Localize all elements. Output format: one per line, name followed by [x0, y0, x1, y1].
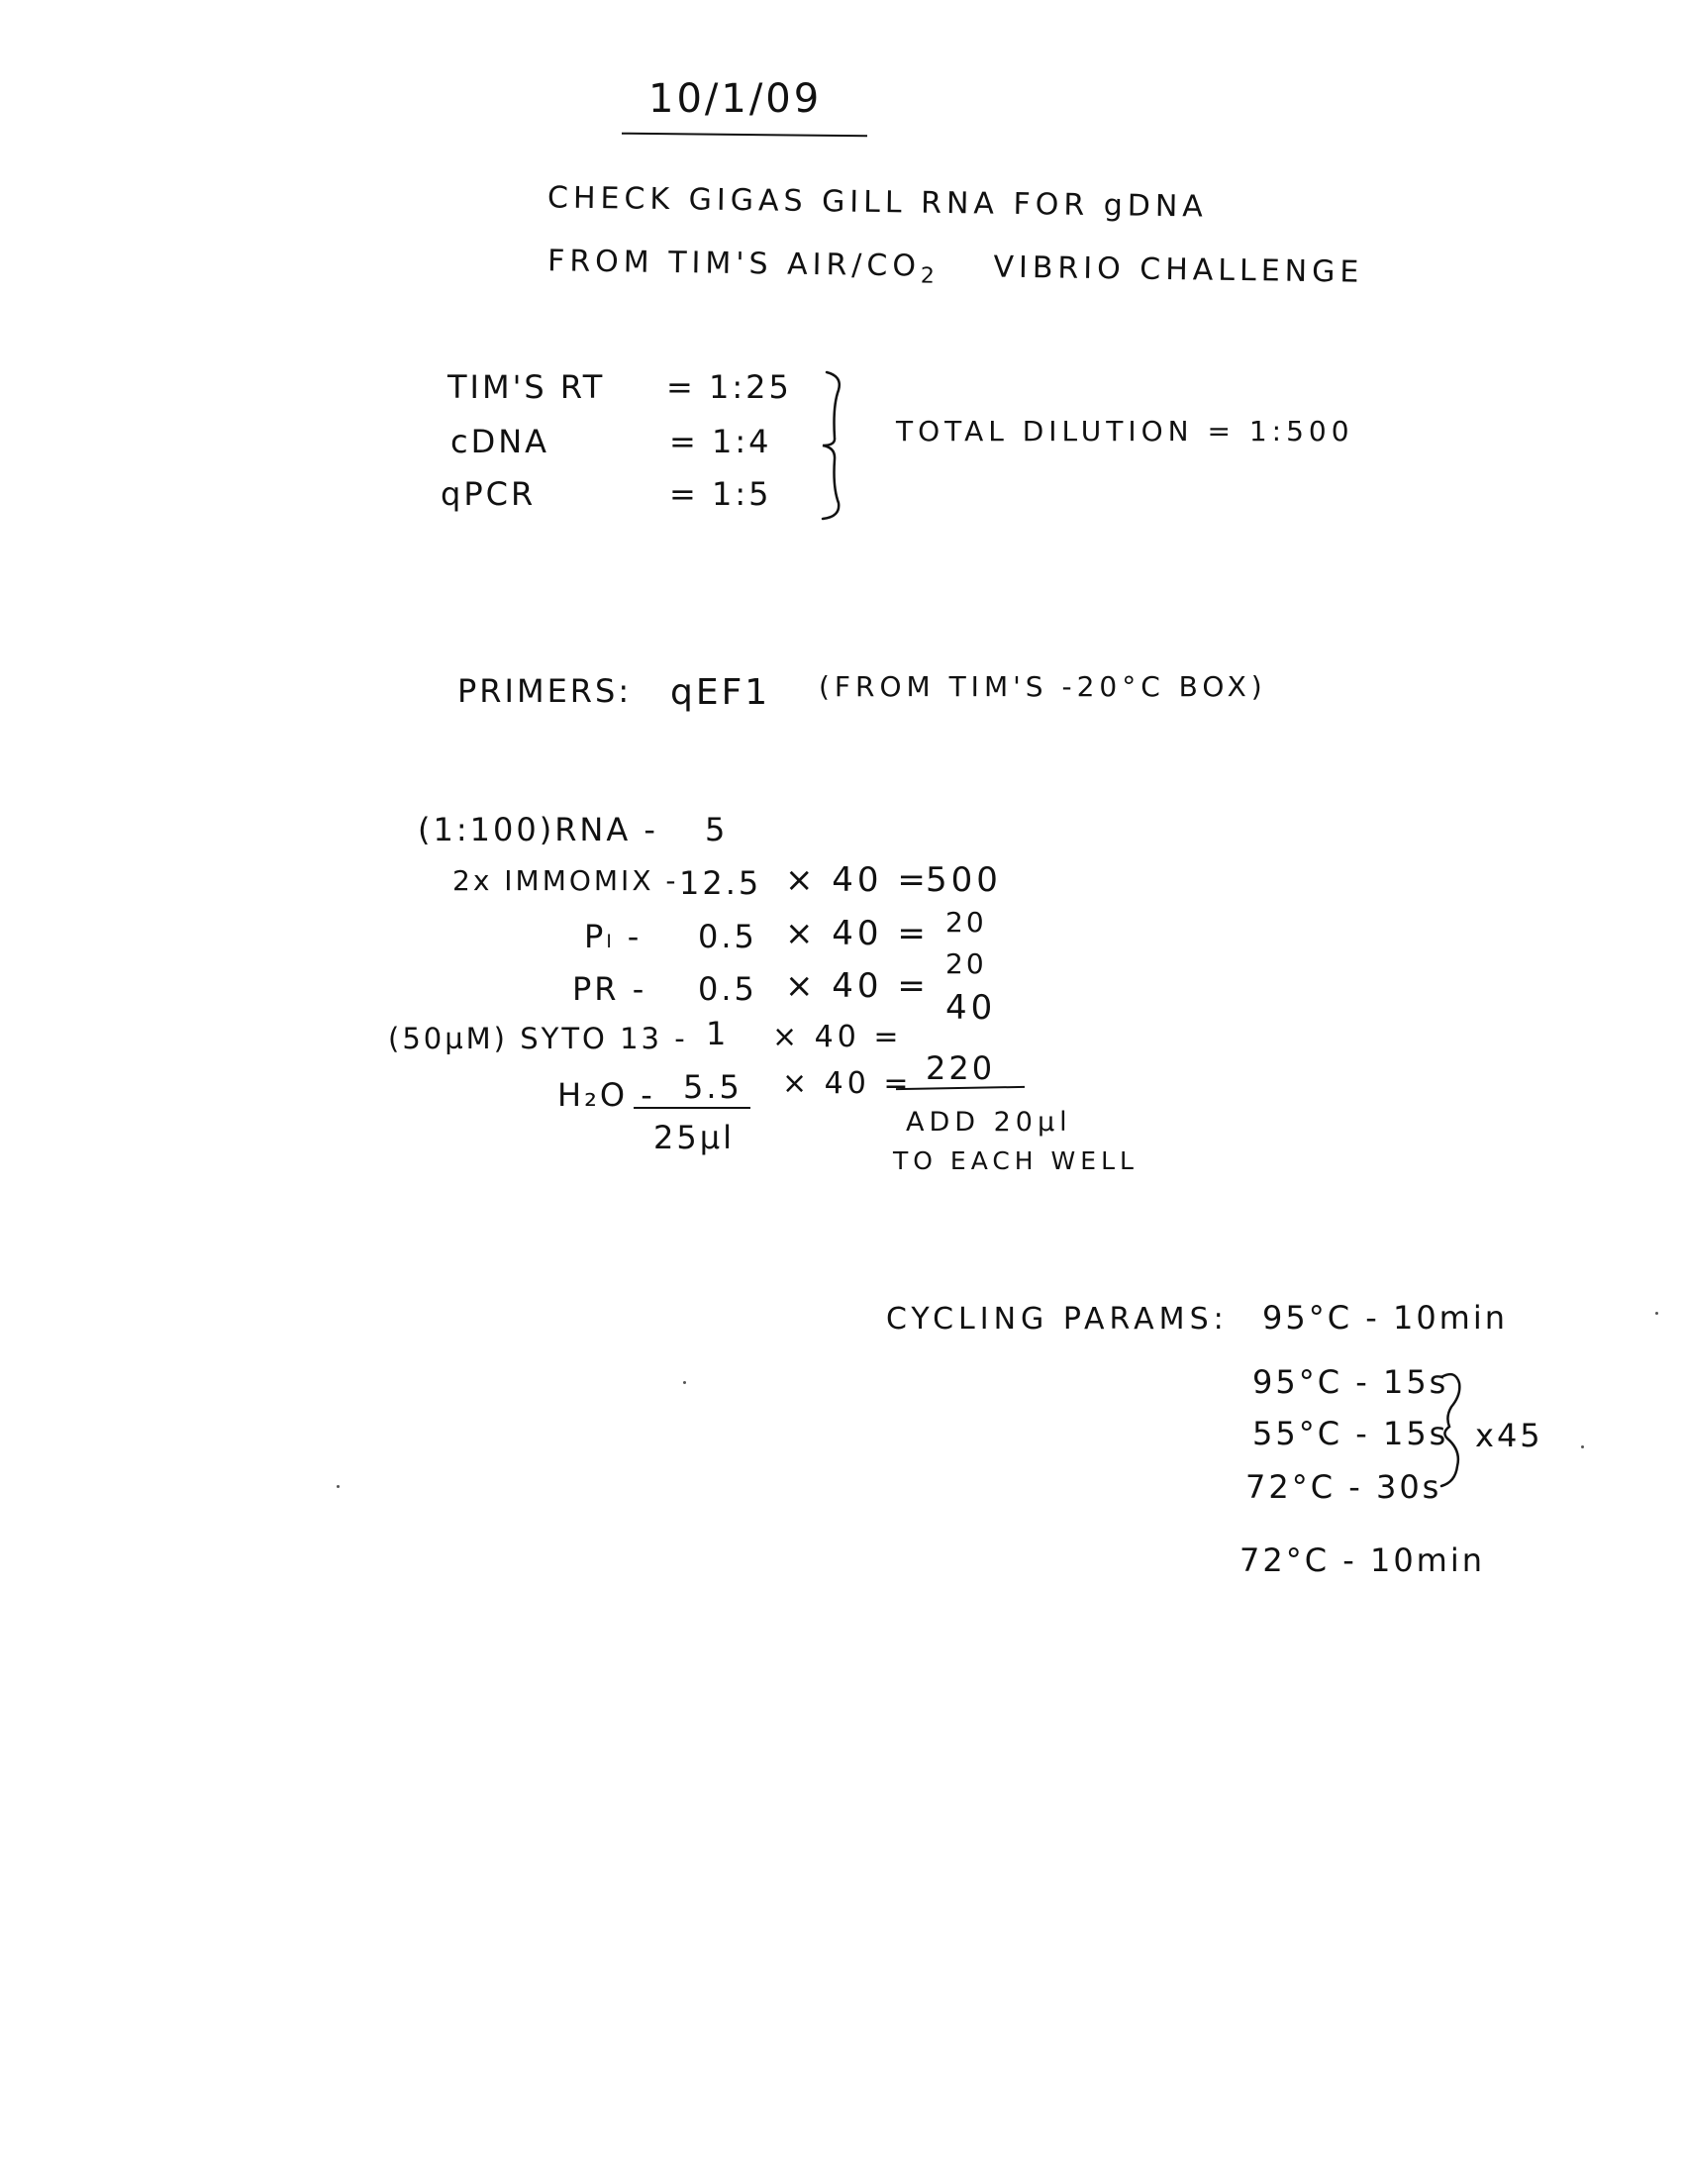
- dilution-value-3: = 1:5: [669, 475, 772, 513]
- cycling-repeat: x45: [1475, 1417, 1543, 1454]
- recipe-amount-4: 0.5: [698, 970, 757, 1008]
- header-line-2: [546, 244, 1364, 294]
- header-line-1: CHECK GIGAS GILL RNA FOR gDNA: [546, 180, 1209, 225]
- recipe-total-2: 500: [926, 860, 1002, 900]
- dilution-brace: [817, 368, 856, 522]
- scan-speck: [1655, 1312, 1658, 1315]
- dilution-label-2: cDNA: [450, 423, 550, 460]
- primers-label: PRIMERS:: [457, 672, 633, 710]
- header-line-2-sub: 2: [920, 263, 940, 289]
- cycling-step-1: 95°C - 10min: [1262, 1299, 1509, 1337]
- dilution-value-1: = 1:25: [666, 368, 792, 406]
- scan-speck: [1581, 1445, 1584, 1448]
- recipe-total-5: 40: [945, 988, 997, 1028]
- recipe-mult-5: × 40 =: [772, 1020, 903, 1054]
- total-dilution: TOTAL DILUTION = 1:500: [896, 415, 1354, 447]
- recipe-amount-2: 12.5: [679, 864, 762, 902]
- recipe-amount-6: 5.5: [683, 1068, 743, 1106]
- add-volume-line-2: TO EACH WELL: [893, 1146, 1139, 1175]
- recipe-reagent-5: (50µM) SYTO 13 -: [388, 1022, 688, 1055]
- cycling-step-3: 55°C - 15s: [1252, 1415, 1449, 1452]
- recipe-reagent-1: (1:100)RNA -: [418, 811, 658, 848]
- header-line-2-suffix: VIBRIO CHALLENGE: [993, 249, 1364, 290]
- recipe-amount-5: 1: [706, 1015, 730, 1052]
- scan-speck: [337, 1485, 340, 1488]
- recipe-reagent-4: PR -: [572, 970, 647, 1008]
- page-date: 10/1/09: [648, 76, 823, 122]
- header-line-2-prefix: FROM TIM'S AIR/CO: [546, 244, 922, 284]
- cycling-step-4: 72°C - 30s: [1245, 1468, 1442, 1506]
- recipe-mult-4: × 40 =: [785, 966, 930, 1006]
- batch-underline: [896, 1086, 1025, 1090]
- cycling-brace: [1437, 1369, 1477, 1498]
- recipe-mult-2: × 40 =: [785, 860, 930, 900]
- dilution-label-1: TIM'S RT: [447, 368, 606, 406]
- recipe-mult-3: × 40 =: [785, 914, 930, 953]
- per-well-total: 25µl: [653, 1119, 735, 1156]
- dilution-label-3: qPCR: [441, 475, 537, 513]
- recipe-reagent-3: Pₗ -: [584, 918, 643, 955]
- recipe-reagent-2: 2x IMMOMIX -: [452, 864, 679, 897]
- primer-source: (FROM TIM'S -20°C BOX): [819, 670, 1267, 703]
- recipe-total-6: 220: [926, 1049, 996, 1087]
- recipe-total-3: 20: [945, 906, 987, 939]
- cycling-step-2: 95°C - 15s: [1252, 1363, 1449, 1401]
- add-volume-line: ADD 20µl: [906, 1107, 1072, 1138]
- recipe-amount-3: 0.5: [698, 918, 757, 955]
- dilution-value-2: = 1:4: [669, 423, 772, 460]
- cycling-final-extension: 72°C - 10min: [1239, 1541, 1486, 1579]
- date-underline: [622, 133, 867, 138]
- primer-name: qEF1: [670, 672, 771, 713]
- recipe-amount-1: 5: [705, 811, 729, 848]
- scan-speck: [683, 1381, 686, 1384]
- recipe-mult-6: × 40 =: [782, 1066, 913, 1101]
- recipe-total-4: 20: [945, 947, 987, 980]
- cycling-label: CYCLING PARAMS:: [886, 1302, 1229, 1337]
- recipe-reagent-6: H₂O -: [557, 1076, 655, 1114]
- per-well-underline: [634, 1107, 750, 1109]
